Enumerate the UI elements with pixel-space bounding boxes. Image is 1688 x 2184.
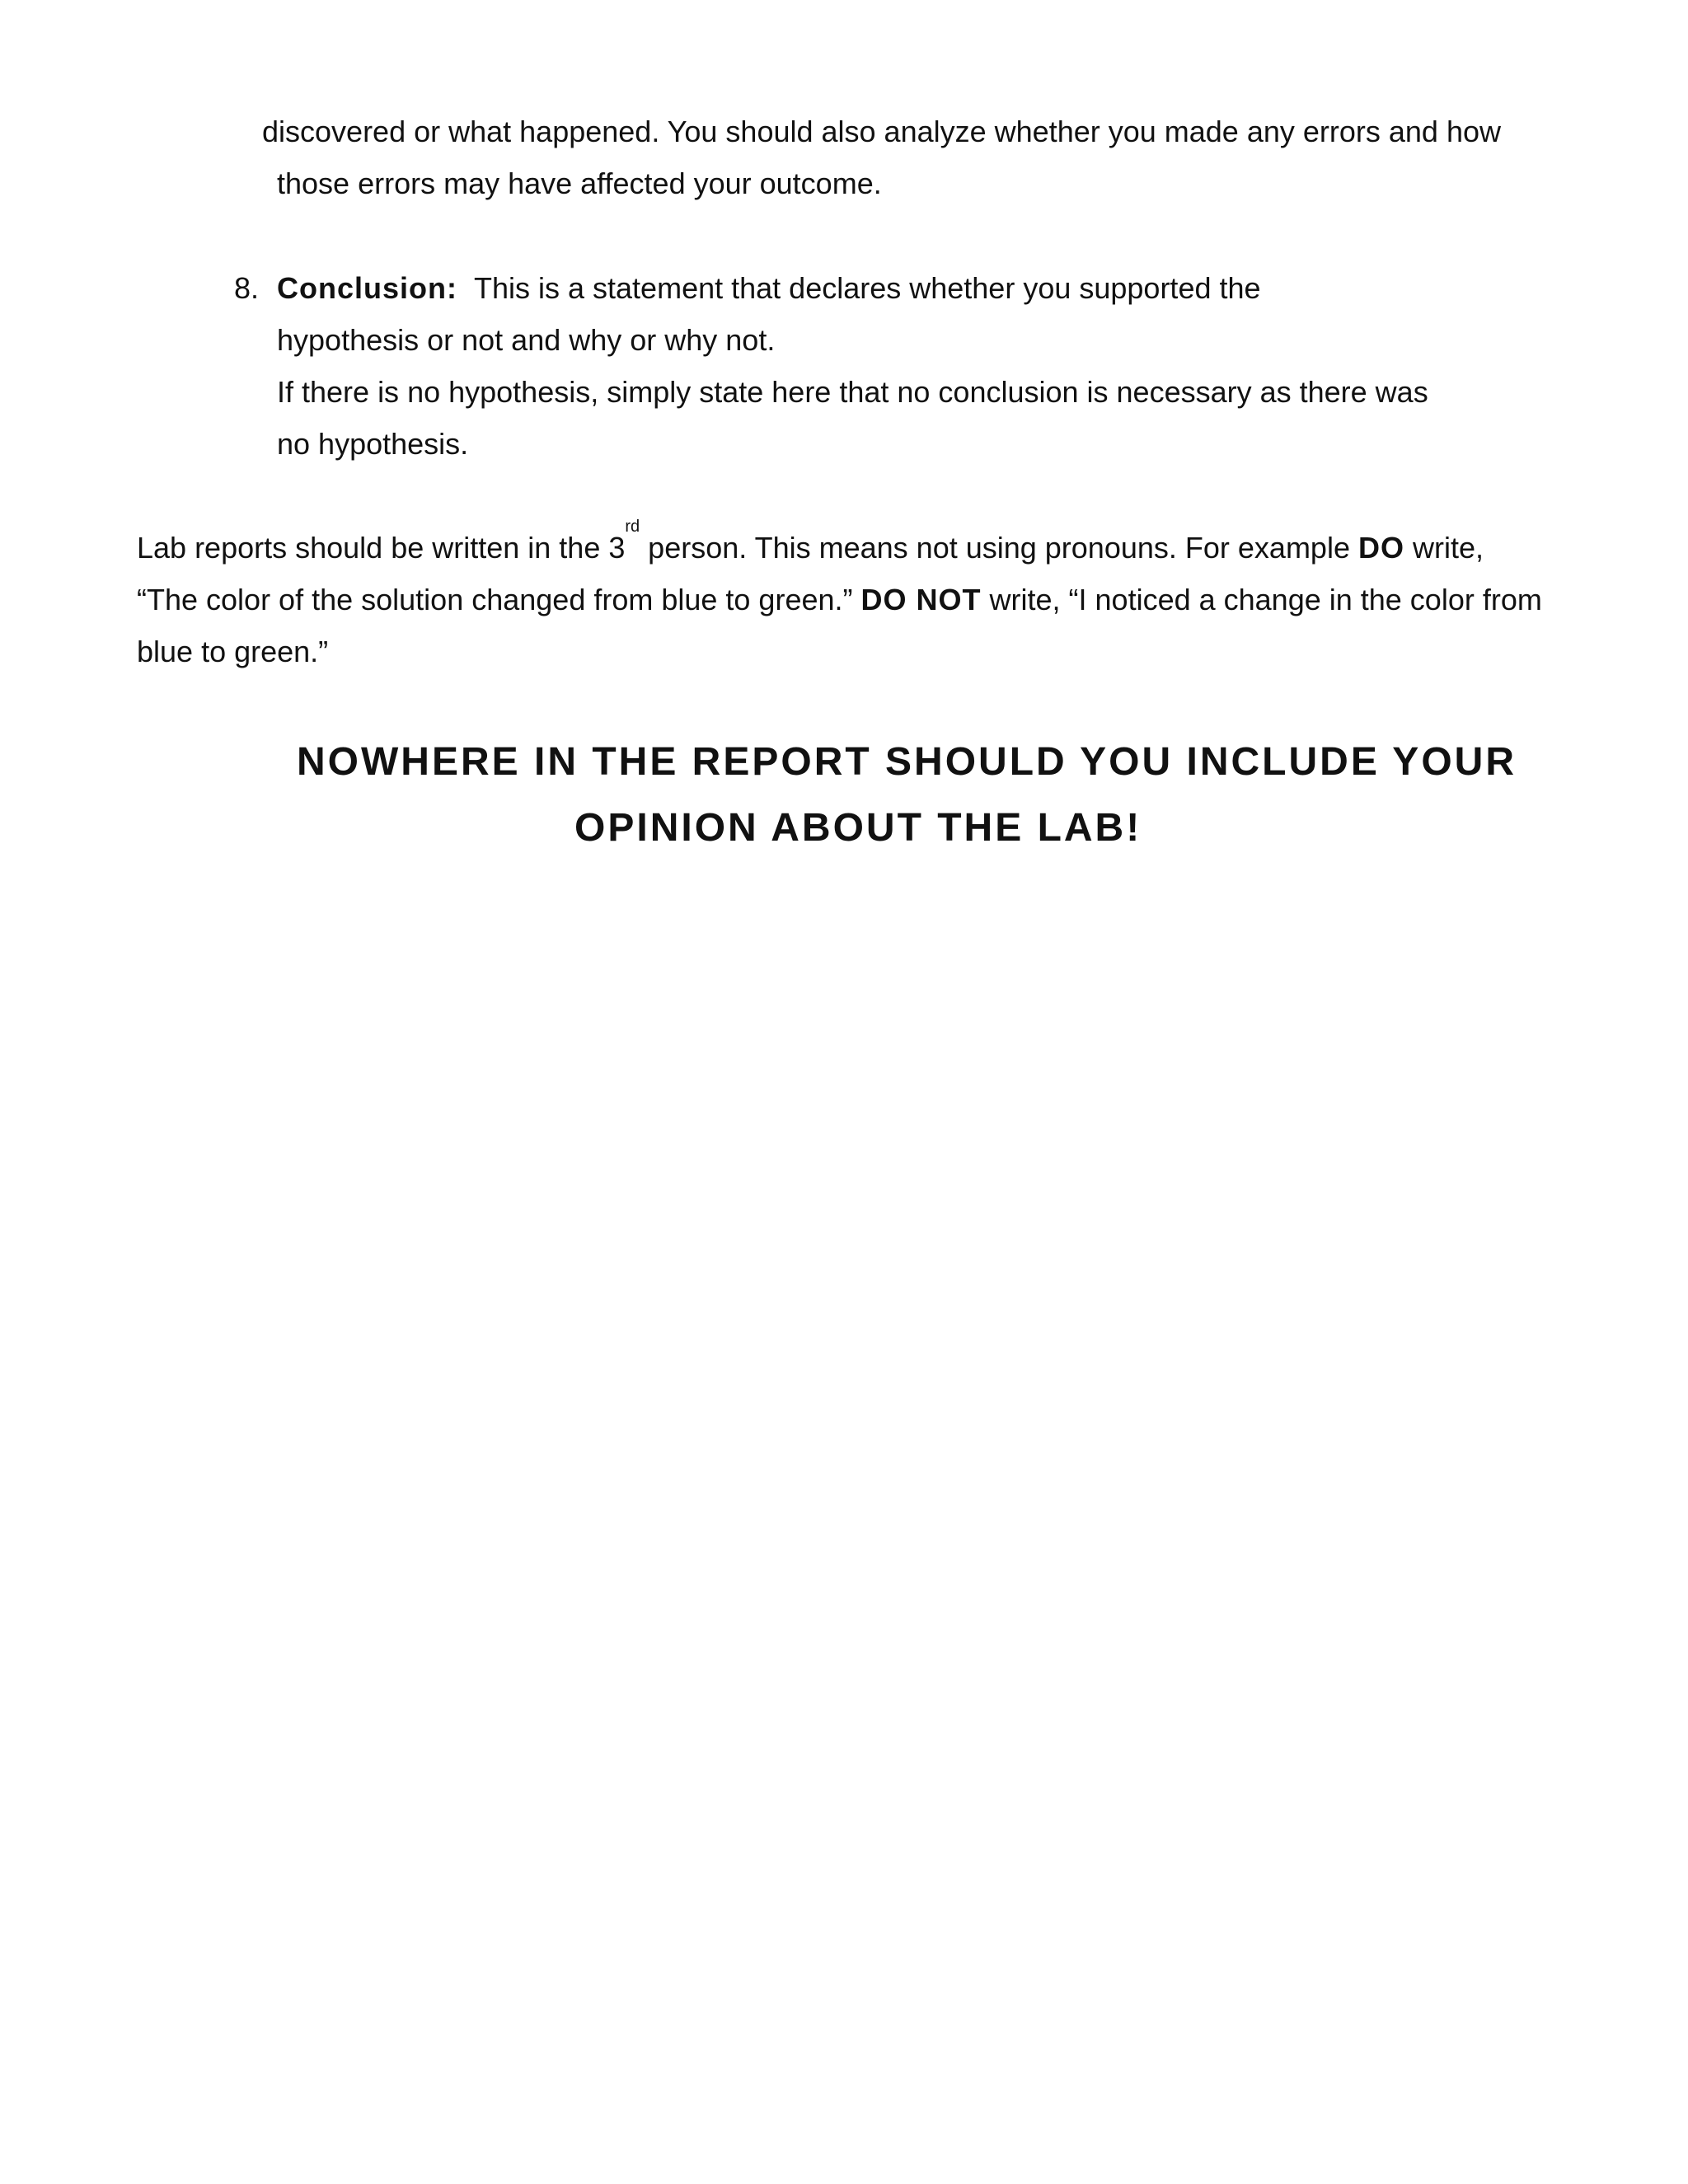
paragraph-text: Lab reports should be written in the 3 <box>137 531 626 565</box>
do-emphasis: DO <box>1357 531 1404 565</box>
conclusion-line-1 <box>277 272 1261 305</box>
paragraph-text: write, “I noticed a change in the color from <box>981 583 1542 616</box>
paragraph-line-1 <box>137 518 1484 565</box>
paragraph-line-3: blue to green.” <box>137 635 329 668</box>
warning-line-1: NOWHERE IN THE REPORT SHOULD YOU INCLUDE YOUR <box>297 740 1517 784</box>
conclusion-label: Conclusion: <box>277 271 457 305</box>
do-not-emphasis: DO NOT <box>860 583 982 616</box>
paragraph-line-2 <box>137 583 1542 616</box>
continuation-line-2: those errors may have affected your outcome. <box>277 166 882 200</box>
paragraph-text: person. This means not using pronouns. For example <box>640 531 1358 565</box>
conclusion-text-1: This is a statement that declares whether you supported the <box>474 271 1261 305</box>
ordinal-suffix: rd <box>625 518 640 536</box>
conclusion-line-4: no hypothesis. <box>277 427 469 461</box>
conclusion-line-2: hypothesis or not and why or why not. <box>277 323 776 357</box>
paragraph-text: write, <box>1404 531 1484 565</box>
continuation-line-1: discovered or what happened. You should also analyze whether you made any errors and how <box>262 115 1501 148</box>
list-number: 8. <box>234 271 260 305</box>
conclusion-line-3: If there is no hypothesis, simply state here that no conclusion is necessary as there was <box>277 375 1428 409</box>
paragraph-text: “The color of the solution changed from blue to green.” <box>137 583 861 616</box>
warning-line-2: OPINION ABOUT THE LAB! <box>574 806 1142 850</box>
